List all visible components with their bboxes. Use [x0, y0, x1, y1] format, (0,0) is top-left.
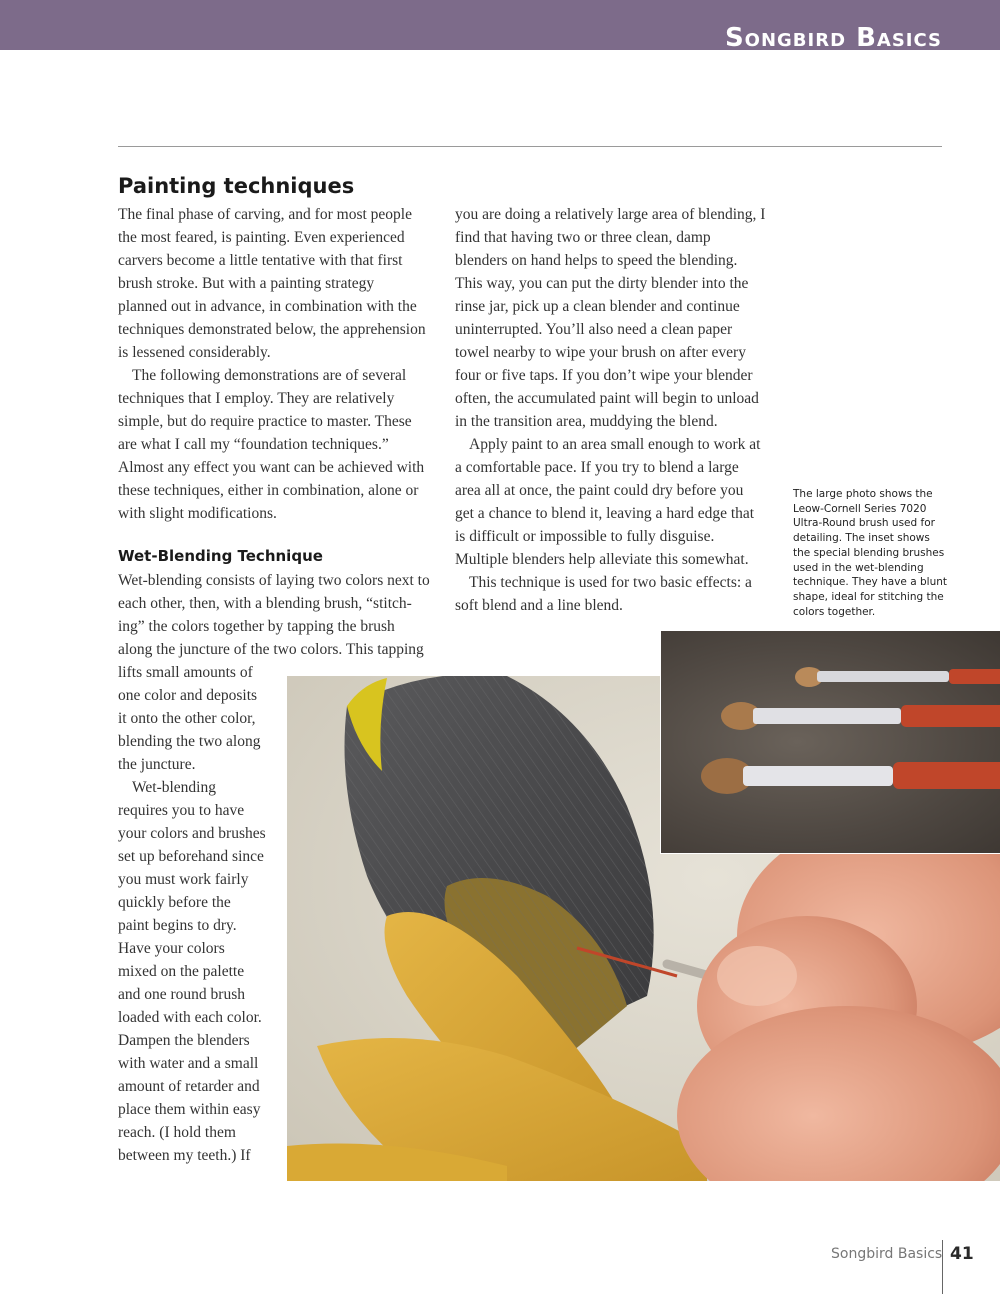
text-line: This way, you can put the dirty blender into the: [455, 275, 749, 292]
text-line: carvers become a little tentative with that first: [118, 252, 403, 269]
text-line: the juncture.: [118, 756, 196, 773]
column-1-narrow: [118, 661, 266, 1167]
text-line: techniques demonstrated below, the apprehension: [118, 321, 426, 338]
text-line: brush stroke. But with a painting strategy: [118, 275, 375, 292]
brushes-illustration: [661, 631, 1000, 853]
text-line: with slight modifications.: [118, 505, 277, 522]
text-line: uninterrupted. You’ll also need a clean paper: [455, 321, 733, 338]
text-line: towel nearby to wipe your brush on after every: [455, 344, 746, 361]
text-line: amount of retarder and: [118, 1078, 260, 1095]
text-line: loaded with each color.: [118, 1009, 262, 1026]
text-line: often, the accumulated paint will begin to unload: [455, 390, 759, 407]
text-line: blenders on hand helps to speed the blending.: [455, 252, 738, 269]
text-line: Dampen the blenders: [118, 1032, 250, 1049]
text-line: get a chance to blend it, leaving a hard edge that: [455, 505, 755, 522]
text-line: Wet-blending consists of laying two colors next to: [118, 572, 430, 589]
text-line: set up beforehand since: [118, 848, 264, 865]
text-line: Wet-blending: [132, 779, 216, 796]
text-line: blending the two along: [118, 733, 261, 750]
text-line: Have your colors: [118, 940, 225, 957]
text-line: is difficult or impossible to fully disguise.: [455, 528, 715, 545]
text-line: paint begins to dry.: [118, 917, 237, 934]
text-line: with water and a small: [118, 1055, 259, 1072]
divider-rule: [118, 146, 942, 147]
text-line: quickly before the: [118, 894, 231, 911]
text-line: simple, but do require practice to master. These: [118, 413, 412, 430]
caption-line: technique. They have a blunt: [793, 576, 947, 589]
inset-photo-blending-brushes: [660, 630, 1000, 854]
text-line: soft blend and a line blend.: [455, 597, 623, 614]
text-line: find that having two or three clean, damp: [455, 229, 711, 246]
text-line: rinse jar, pick up a clean blender and continue: [455, 298, 740, 315]
text-line: these techniques, either in combination, alone or: [118, 482, 419, 499]
column-1-wet-blending: [118, 569, 430, 661]
column-2: [455, 203, 765, 617]
text-line: area all at once, the paint could dry before you: [455, 482, 744, 499]
text-line: four or five taps. If you don’t wipe your blender: [455, 367, 753, 384]
text-line: place them within easy: [118, 1101, 261, 1118]
caption-line: shape, ideal for stitching the: [793, 590, 944, 603]
text-line: Apply paint to an area small enough to work at: [469, 436, 761, 453]
caption-line: the special blending brushes: [793, 546, 945, 559]
text-line: it onto the other color,: [118, 710, 256, 727]
text-line: techniques that I employ. They are relatively: [118, 390, 395, 407]
caption-line: used in the wet-blending: [793, 561, 924, 574]
running-title: Songbird Basics: [724, 23, 942, 53]
caption-line: detailing. The inset shows: [793, 532, 930, 545]
text-line: The final phase of carving, and for most people: [118, 206, 412, 223]
text-line: mixed on the palette: [118, 963, 245, 980]
column-1-intro: [118, 203, 426, 525]
caption-line: The large photo shows the: [793, 488, 933, 500]
blending-brush-small: [795, 667, 1000, 687]
text-line: you must work fairly: [118, 871, 249, 888]
text-line: requires you to have: [118, 802, 245, 819]
text-line: and one round brush: [118, 986, 245, 1003]
blending-brush-large: [701, 758, 1000, 794]
text-line: between my teeth.) If: [118, 1147, 251, 1164]
header-banner: [0, 0, 1000, 53]
text-line: reach. (I hold them: [118, 1124, 236, 1141]
caption-line: Ultra-Round brush used for: [793, 517, 935, 530]
text-line: Multiple blenders help alleviate this somewhat.: [455, 551, 749, 568]
text-line: planned out in advance, in combination with the: [118, 298, 417, 315]
footer-divider: [942, 1240, 943, 1294]
text-line: The following demonstrations are of several: [132, 367, 407, 384]
text-line: a comfortable pace. If you try to blend a large: [455, 459, 739, 476]
text-line: is lessened considerably.: [118, 344, 271, 361]
text-line: ing” the colors together by tapping the brush: [118, 618, 395, 635]
text-line: Almost any effect you want can be achieved with: [118, 459, 425, 476]
text-line: lifts small amounts of: [118, 664, 253, 681]
footer-running-title: Songbird Basics: [831, 1246, 943, 1262]
caption-line: Leow-Cornell Series 7020: [793, 502, 927, 515]
photo-caption: [793, 487, 953, 619]
page-number: 41: [950, 1244, 974, 1264]
text-line: in the transition area, muddying the blend.: [455, 413, 718, 430]
section-heading: Painting techniques: [118, 174, 355, 198]
text-line: your colors and brushes: [118, 825, 266, 842]
caption-line: colors together.: [793, 605, 876, 618]
blending-brush-medium: [721, 702, 1000, 730]
text-line: one color and deposits: [118, 687, 258, 704]
subsection-heading: Wet-Blending Technique: [118, 547, 323, 565]
text-line: each other, then, with a blending brush, “stitch-: [118, 595, 412, 612]
text-line: This technique is used for two basic effects: a: [469, 574, 752, 591]
text-line: the most feared, is painting. Even experienced: [118, 229, 405, 246]
text-line: are what I call my “foundation techniques.”: [118, 436, 389, 453]
text-line: along the juncture of the two colors. This tapping: [118, 641, 424, 658]
text-line: you are doing a relatively large area of blending, I: [455, 206, 766, 223]
